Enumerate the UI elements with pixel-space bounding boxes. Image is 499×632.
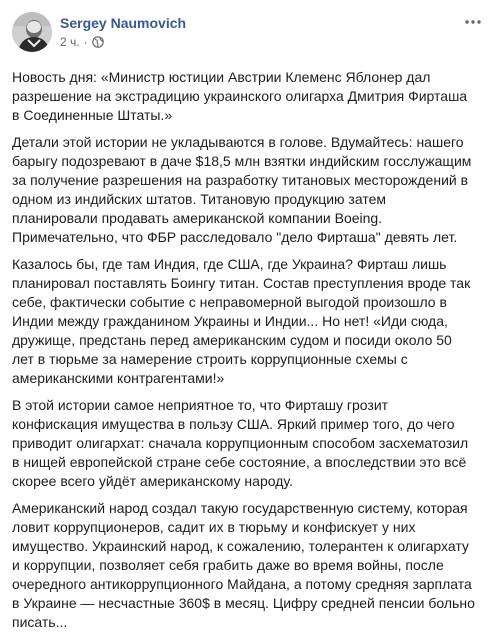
avatar-photo <box>12 12 52 52</box>
post-text <box>12 68 487 632</box>
post-paragraph: В этой истории самое неприятное то, что Фирташу грозит конфискация имущества в пользу США. Яркий пример того, до чего приводит олигархат: сначала коррупционным способом засхематозил в нищей европейской стране себе состояние, а впоследствии это всё скорее всего уйдёт американскому народу. <box>12 397 469 489</box>
post-paragraph: Детали этой истории не укладываются в голове. Вдумайтесь: нашего барыгу подозревают в даче $18,5 млн взятки индийским госслужащим за получение разрешения на разработку титановых месторождений в одном из индийских штатов. Титановую продукцию затем планировали продавать американской компании Boeing. Примечательно, что ФБР расследовало "дело Фирташа" девять лет. <box>12 134 472 245</box>
more-options-icon <box>465 20 481 24</box>
post-paragraph: Американский народ создал такую государственную систему, которая ловит коррупционеров, садит их в тюрьму и конфискует у них имущество. Украинский народ, к сожалению, толерантен к олигархату и коррупции, позволяет себя грабить даже во время войны, после очередного антикоррупционного Майдана, а потому средняя зарплата в Украине — несчастные 360$ в месяц. Цифру средней пенсии больно писать... <box>12 500 475 630</box>
author-name[interactable]: Sergey Naumovich <box>60 15 187 31</box>
post-subline <box>60 34 459 50</box>
author-avatar[interactable] <box>12 12 52 52</box>
post-header <box>12 12 487 60</box>
post-paragraph: Новость дня: «Министр юстиции Австрии Клеменс Яблонер дал разрешение на экстрадицию украинского олигарха Дмитрия Фирташа в Соединенные Штаты.» <box>12 69 468 123</box>
more-options-button[interactable] <box>459 12 487 32</box>
post-timestamp[interactable]: 2 ч. <box>60 35 80 49</box>
separator-dot: · <box>83 35 88 49</box>
post-paragraph: Казалось бы, где там Индия, где США, где Украина? Фирташ лишь планировал поставлять Боингу титан. Состав преступления вроде так себе, фактически событие с неправомерной выгодой произошло в Индии между гражданином Украины и Индии... Но нет! «Иди сюда, дружище, предстань перед американским судом и посиди около 50 лет в тюрьме за намерение строить коррупционные схемы с американскими контрагентами!» <box>12 256 471 386</box>
globe-icon[interactable] <box>92 36 104 48</box>
post-meta <box>60 12 459 50</box>
